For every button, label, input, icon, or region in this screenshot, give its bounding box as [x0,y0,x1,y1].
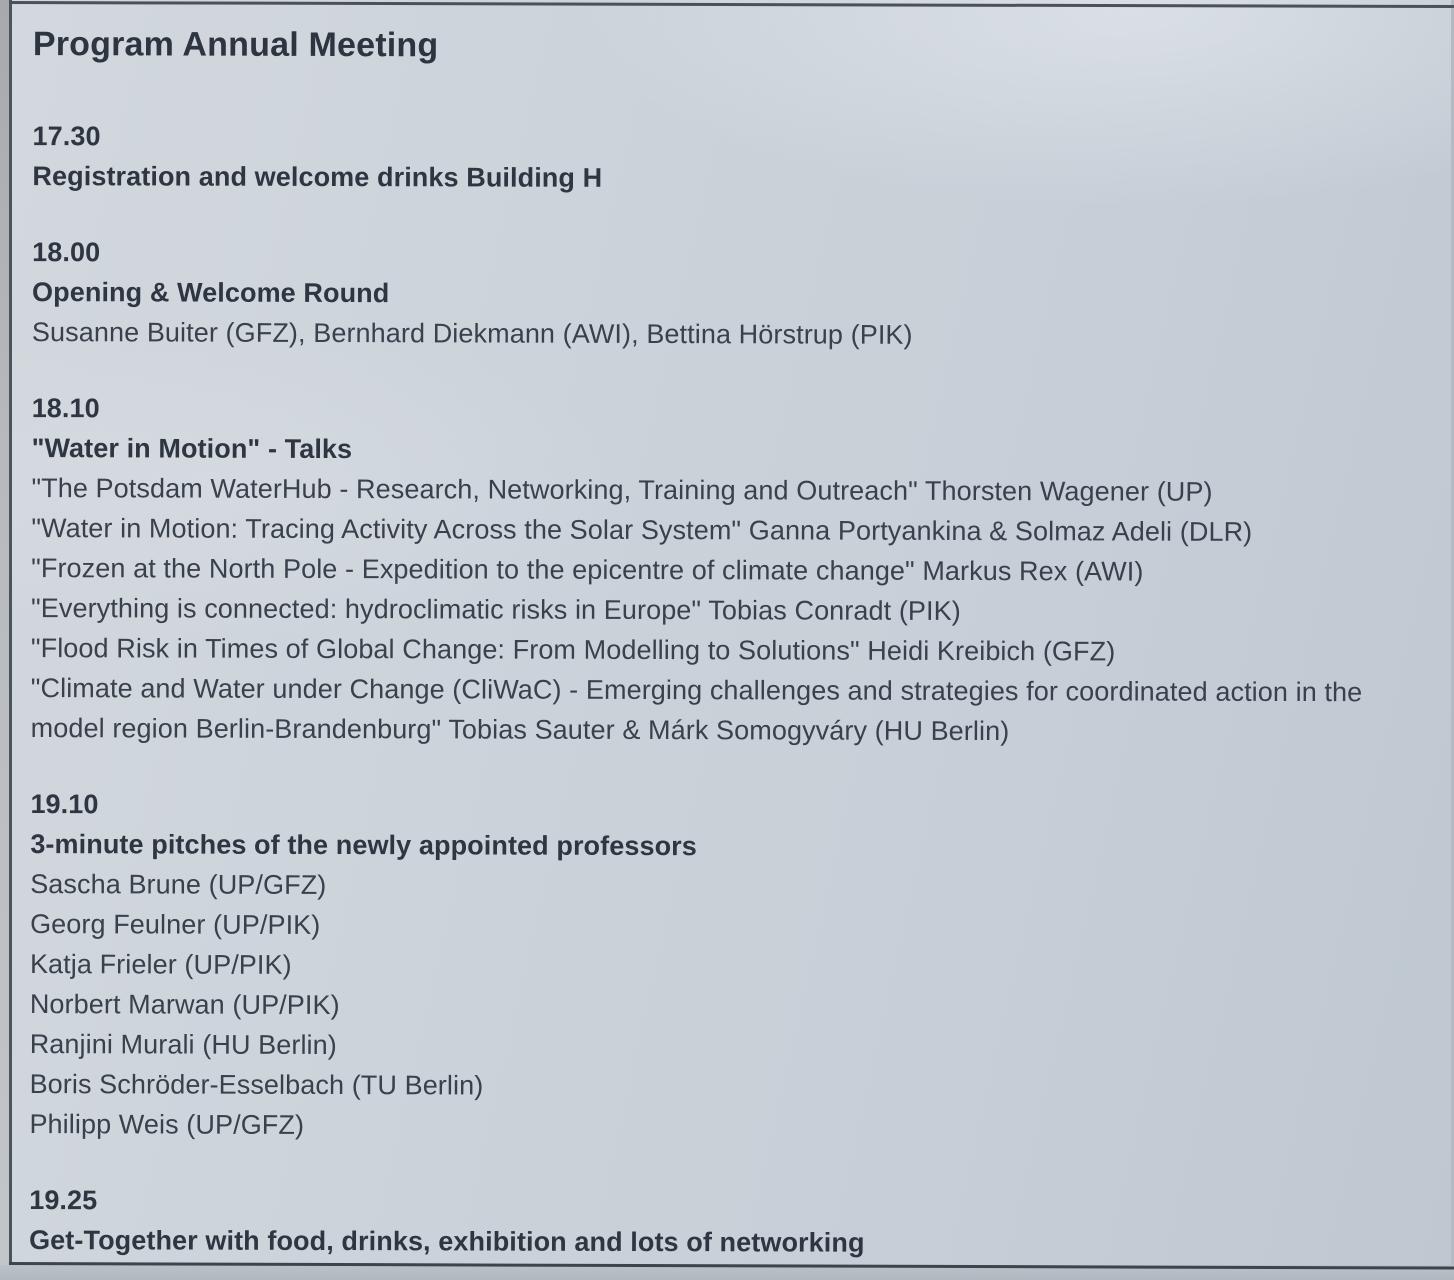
session-lines [32,312,1426,356]
session-detail-line: "Climate and Water under Change (CliWaC) - Emerging challenges and strategies for coordinated action in the model region Berlin-Brandenburg" Tobias Sauter & Márk Somogyváry (HU Berlin) [30,673,1363,747]
schedule-section [32,116,1426,200]
session-time: 19.25 [29,1185,98,1216]
session-time: 18.00 [32,237,101,268]
session-detail-line: Sascha Brune (UP/GFZ) [30,869,327,900]
schedule-section [29,784,1424,1148]
page-title: Program Annual Meeting [32,25,439,65]
session-time: 19.10 [30,789,99,820]
session-heading: Get-Together with food, drinks, exhibition and lots of networking [29,1225,865,1258]
session-detail-line: "Flood Risk in Times of Global Change: From Modelling to Solutions" Heidi Kreibich (GFZ) [30,633,1116,667]
session-heading: "Water in Motion" - Talks [31,433,353,465]
schedule-section [29,1180,1423,1264]
program-content [8,0,1451,1265]
session-detail-line: Georg Feulner (UP/PIK) [30,909,321,940]
session-heading: Opening & Welcome Round [32,277,390,309]
session-detail-line: Susanne Buiter (GFZ), Bernhard Diekmann (AWI), Bettina Hörstrup (PIK) [31,317,913,350]
schedule-section [31,388,1426,752]
session-lines [29,864,1424,1148]
session-detail-line: Philipp Weis (UP/GFZ) [29,1109,305,1140]
session-heading: Registration and welcome drinks Building H [32,161,603,193]
session-lines [31,468,1426,752]
session-detail-line: Norbert Marwan (UP/PIK) [29,989,340,1021]
session-time: 17.30 [32,121,101,152]
schedule [29,116,1427,1264]
session-detail-line: "Everything is connected: hydroclimatic risks in Europe" Tobias Conradt (PIK) [31,593,961,626]
session-detail-line: Boris Schröder-Esselbach (TU Berlin) [29,1069,484,1101]
session-detail-line: Ranjini Murali (HU Berlin) [29,1029,337,1061]
session-detail-line: "The Potsdam WaterHub - Research, Networking, Training and Outreach" Thorsten Wagener (UP) [31,473,1213,507]
session-heading: 3-minute pitches of the newly appointed professors [30,829,697,862]
schedule-section [32,232,1426,356]
session-time: 18.10 [31,393,100,424]
session-detail-line: Katja Frieler (UP/PIK) [29,949,292,980]
session-detail-line: "Frozen at the North Pole - Expedition to the epicentre of climate change" Markus Rex (AWI) [31,553,1144,587]
program-sheet [9,0,1451,1266]
session-detail-line: "Water in Motion: Tracing Activity Across the Solar System" Ganna Portyankina & Solmaz Adeli (DLR) [31,513,1253,547]
